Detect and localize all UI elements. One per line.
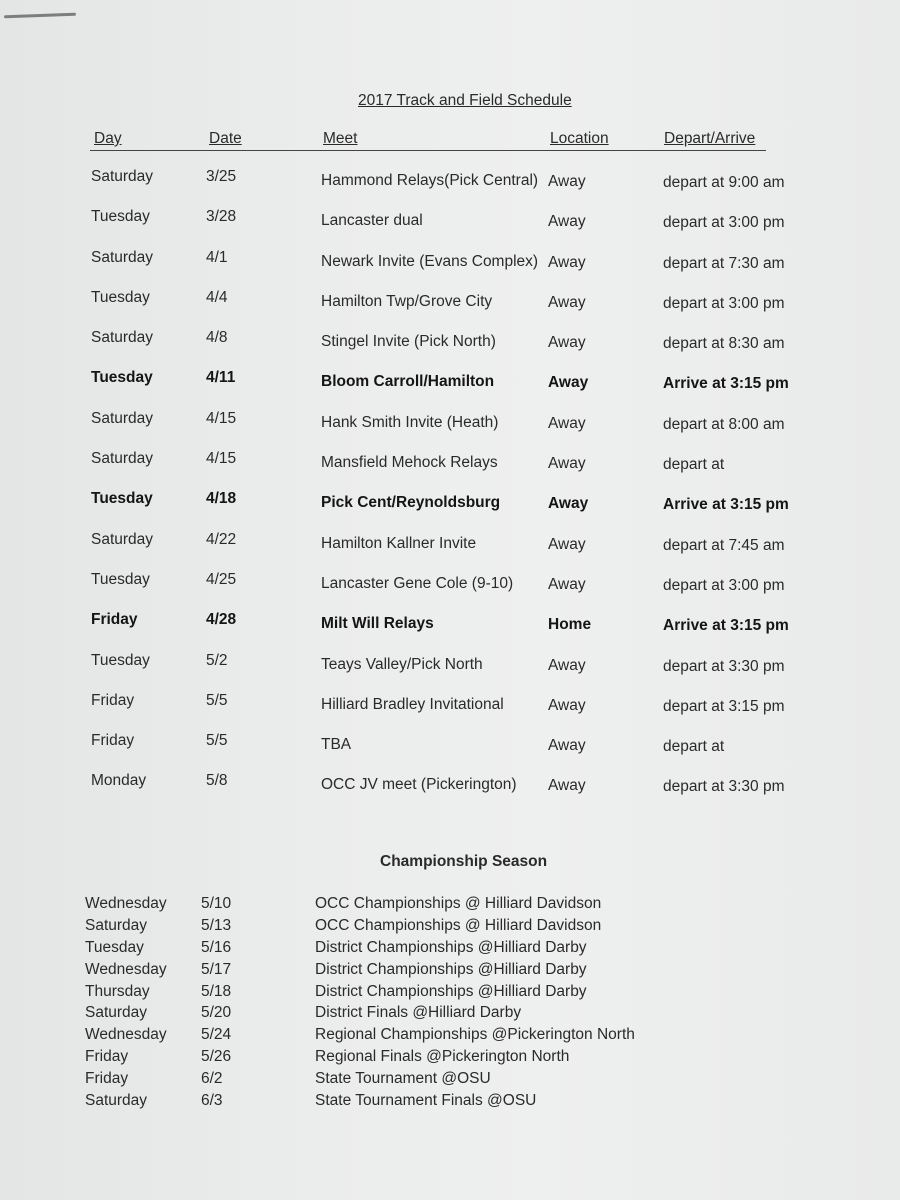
schedule-meet: Hank Smith Invite (Heath) [321,413,499,431]
schedule-depart: depart at 8:30 am [663,335,785,353]
championship-event: District Championships @Hilliard Darby [315,938,587,956]
schedule-meet: Hamilton Kallner Invite [321,534,477,552]
schedule-row [0,289,900,329]
schedule-location: Away [548,495,589,513]
schedule-location: Away [548,293,586,311]
schedule-meet: Lancaster dual [321,212,423,230]
schedule-date: 4/15 [206,409,237,427]
championship-event: District Finals @Hilliard Darby [315,1004,522,1022]
schedule-depart: depart at 7:30 am [663,254,785,272]
schedule-day: Tuesday [91,208,150,226]
championship-row [0,961,900,983]
schedule-depart: depart at 3:00 pm [663,214,785,232]
schedule-location: Away [548,777,586,795]
schedule-location: Away [548,737,586,755]
championship-date: 5/18 [201,982,232,1000]
championship-row [0,1070,900,1092]
championship-day: Friday [85,1070,129,1088]
championship-row [0,1004,900,1026]
schedule-location: Away [548,535,586,553]
schedule-location: Away [548,575,586,593]
schedule-location: Away [548,213,586,231]
championship-day: Wednesday [85,895,167,912]
schedule-day: Friday [91,732,135,750]
schedule-depart: depart at 3:30 pm [663,657,785,675]
schedule-depart: Arrive at 3:15 pm [663,375,789,393]
schedule-date: 3/25 [206,168,237,185]
schedule-depart: depart at 7:45 am [663,536,785,554]
schedule-row [0,531,900,571]
schedule-meet: Mansfield Mehock Relays [321,454,498,472]
schedule-location: Away [548,173,586,190]
championship-row [0,895,900,917]
schedule-meet: Pick Cent/Reynoldsburg [321,494,501,512]
schedule-depart: depart at 3:00 pm [663,294,785,312]
schedule-day: Tuesday [91,570,150,588]
header-day: Day [94,130,122,147]
schedule-day: Saturday [91,409,154,427]
championship-event: District Championships @Hilliard Darby [315,982,587,1000]
schedule-location: Away [548,414,586,432]
championship-date: 6/2 [201,1070,223,1088]
schedule-date: 3/28 [206,208,237,226]
schedule-day: Monday [91,772,147,790]
championship-row [0,1048,900,1070]
header-depart-arrive: Depart/Arrive [664,130,756,147]
championship-date: 5/13 [201,916,232,934]
championship-day: Tuesday [85,938,144,956]
schedule-row [0,732,900,772]
schedule-meet: Newark Invite (Evans Complex) [321,252,539,270]
schedule-date: 5/2 [206,651,228,669]
schedule-location: Away [548,696,586,714]
schedule-meet: Bloom Carroll/Hamilton [321,373,495,391]
championship-title: Championship Season [380,853,548,870]
schedule-row [0,490,900,530]
schedule-depart: Arrive at 3:15 pm [663,496,789,514]
schedule-meet: Stingel Invite (Pick North) [321,333,496,351]
championship-event: OCC Championships @ Hilliard Davidson [315,916,602,934]
schedule-date: 4/15 [206,450,237,468]
schedule-date: 4/22 [206,530,237,548]
header-location: Location [550,130,609,147]
schedule-day: Tuesday [91,288,150,306]
schedule-day: Saturday [91,329,154,347]
championship-date: 6/3 [201,1092,223,1110]
championship-day: Wednesday [85,960,167,978]
schedule-row [0,410,900,450]
championship-row [0,1026,900,1048]
schedule-row [0,692,900,732]
document-title: 2017 Track and Field Schedule [358,92,572,109]
championship-event: State Tournament @OSU [315,1070,491,1088]
schedule-date: 4/18 [206,490,237,508]
schedule-day: Friday [91,611,138,629]
schedule-row [0,369,900,409]
championship-row [0,1092,900,1114]
schedule-row [0,450,900,490]
championship-date: 5/26 [201,1048,232,1066]
championship-day: Thursday [85,982,150,1000]
schedule-location: Away [548,253,586,271]
championship-date: 5/10 [201,895,232,912]
championship-event: Regional Championships @Pickerington North [315,1026,635,1044]
schedule-date: 4/25 [206,570,237,588]
championship-row [0,983,900,1005]
schedule-day: Saturday [91,248,154,266]
schedule-depart: depart at 3:00 pm [663,576,785,594]
schedule-location: Away [548,334,586,352]
schedule-meet: Hammond Relays(Pick Central) [321,172,539,189]
schedule-day: Tuesday [91,369,153,387]
schedule-day: Saturday [91,168,154,185]
championship-day: Saturday [85,1004,148,1022]
schedule-depart: Arrive at 3:15 pm [663,617,789,635]
championship-row [0,917,900,939]
schedule-depart: depart at 9:00 am [663,174,785,191]
schedule-location: Away [548,455,586,473]
championship-event: District Championships @Hilliard Darby [315,960,587,978]
schedule-date: 5/5 [206,691,228,709]
championship-event: OCC Championships @ Hilliard Davidson [315,895,602,912]
schedule-depart: depart at 3:15 pm [663,697,785,715]
championship-date: 5/24 [201,1026,232,1044]
championship-event: State Tournament Finals @OSU [315,1092,537,1110]
schedule-table [0,168,900,813]
schedule-location: Away [548,374,589,392]
schedule-date: 5/5 [206,732,228,750]
schedule-location: Home [548,616,592,634]
championship-date: 5/16 [201,938,232,956]
schedule-day: Tuesday [91,490,153,508]
schedule-row [0,168,900,208]
schedule-row [0,571,900,611]
schedule-depart: depart at [663,738,725,756]
schedule-row [0,772,900,812]
championship-day: Saturday [85,916,148,934]
schedule-row [0,611,900,651]
schedule-day: Saturday [91,530,154,548]
schedule-depart: depart at 8:00 am [663,415,785,433]
schedule-row [0,329,900,369]
championship-date: 5/20 [201,1004,232,1022]
schedule-meet: Teays Valley/Pick North [321,655,483,673]
championship-table [0,895,900,1114]
schedule-depart: depart at [663,456,725,474]
schedule-date: 4/8 [206,329,228,347]
schedule-row [0,249,900,289]
championship-day: Saturday [85,1092,148,1110]
header-meet: Meet [323,130,358,147]
schedule-row [0,208,900,248]
schedule-date: 4/11 [206,369,236,387]
schedule-meet: Hilliard Bradley Invitational [321,695,504,713]
schedule-day: Friday [91,691,135,709]
schedule-date: 5/8 [206,772,228,790]
championship-day: Friday [85,1048,129,1066]
schedule-date: 4/4 [206,288,228,306]
header-rule [90,150,766,151]
schedule-day: Tuesday [91,651,150,669]
schedule-meet: Milt Will Relays [321,615,434,633]
championship-row [0,939,900,961]
pen-mark [4,13,76,19]
schedule-row [0,652,900,692]
header-date: Date [209,130,242,147]
schedule-meet: Hamilton Twp/Grove City [321,292,493,310]
schedule-meet: OCC JV meet (Pickerington) [321,776,517,794]
schedule-meet: Lancaster Gene Cole (9-10) [321,574,514,592]
schedule-meet: TBA [321,736,352,754]
championship-day: Wednesday [85,1026,167,1044]
schedule-day: Saturday [91,450,154,468]
championship-date: 5/17 [201,960,232,978]
schedule-date: 4/28 [206,611,237,629]
championship-event: Regional Finals @Pickerington North [315,1048,570,1066]
schedule-depart: depart at 3:30 pm [663,778,785,796]
schedule-location: Away [548,656,586,674]
schedule-date: 4/1 [206,248,228,266]
